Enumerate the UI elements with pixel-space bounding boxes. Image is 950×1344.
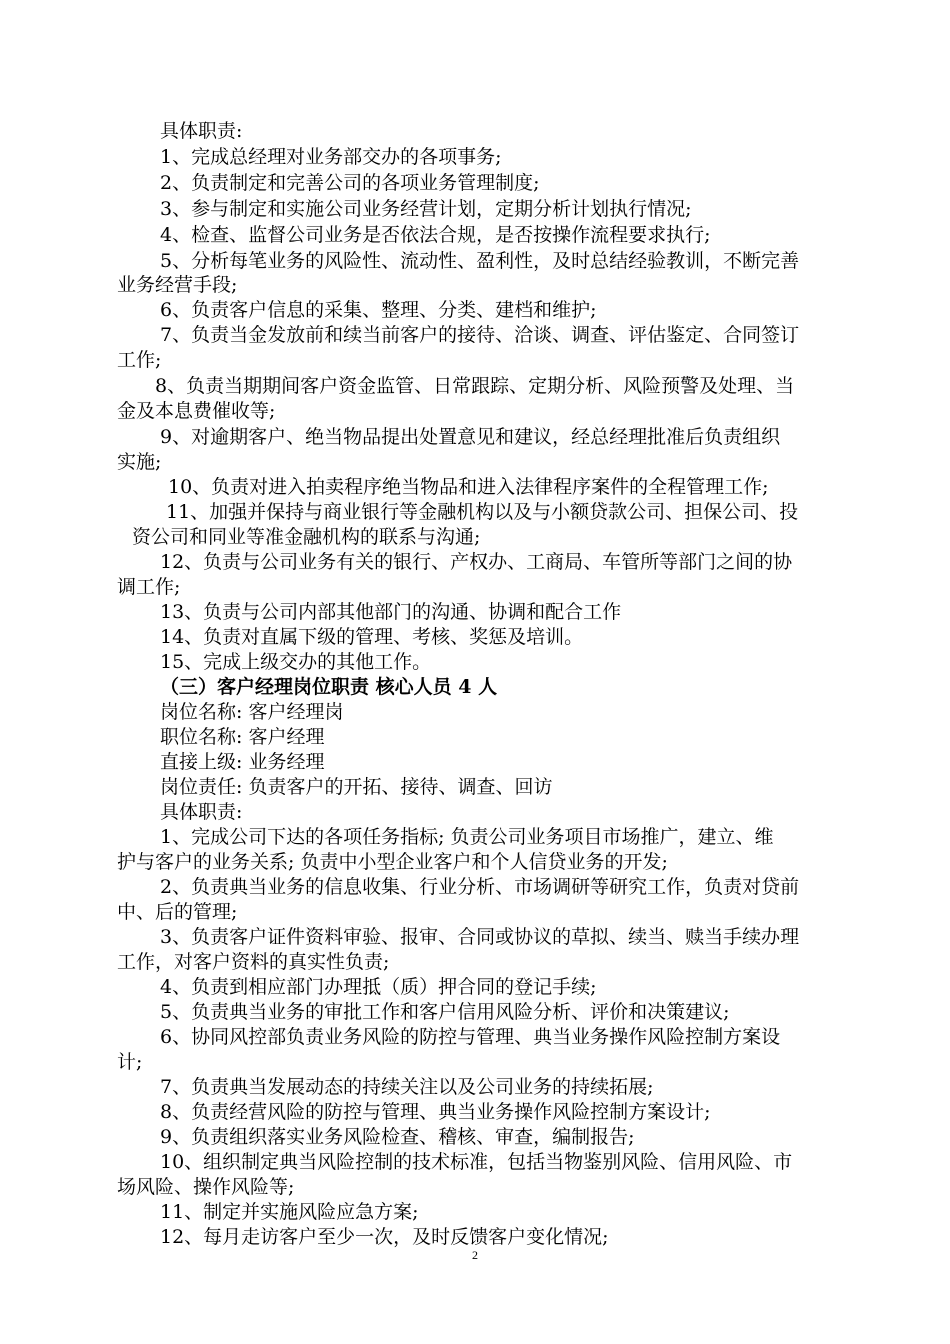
- text-line: 8、负责经营风险的防控与管理、典当业务操作风险控制方案设计;: [160, 1101, 711, 1123]
- text-line: 11、加强并保持与商业银行等金融机构以及与小额贷款公司、担保公司、投: [166, 501, 799, 523]
- section-heading: （三）客户经理岗位职责 核心人员 4 人: [160, 676, 498, 698]
- text-line: 4、负责到相应部门办理抵（质）押合同的登记手续;: [160, 976, 597, 998]
- text-line: 业务经营手段;: [117, 274, 238, 296]
- text-line: 岗位名称: 客户经理岗: [160, 701, 344, 723]
- text-line: 5、分析每笔业务的风险性、流动性、盈利性，及时总结经验教训，不断完善: [160, 250, 800, 272]
- text-line: 10、组织制定典当风险控制的技术标准，包括当物鉴别风险、信用风险、市: [160, 1151, 793, 1173]
- text-line: 1、完成总经理对业务部交办的各项事务;: [160, 146, 502, 168]
- text-line: 3、参与制定和实施公司业务经营计划，定期分析计划执行情况;: [160, 198, 692, 220]
- text-line: 12、每月走访客户至少一次，及时反馈客户变化情况;: [160, 1226, 609, 1248]
- text-line: 护与客户的业务关系; 负责中小型企业客户和个人信贷业务的开发;: [117, 851, 668, 873]
- text-line: 13、负责与公司内部其他部门的沟通、协调和配合工作: [160, 601, 622, 623]
- page-number: 2: [472, 1248, 478, 1262]
- text-line: 6、协同风控部负责业务风险的防控与管理、典当业务操作风险控制方案设: [160, 1026, 781, 1048]
- text-line: 15、完成上级交办的其他工作。: [160, 651, 432, 673]
- text-line: 计;: [117, 1051, 143, 1073]
- text-line: 10、负责对进入拍卖程序绝当物品和进入法律程序案件的全程管理工作;: [168, 476, 769, 498]
- text-line: 具体职责:: [160, 120, 243, 142]
- text-line: 9、负责组织落实业务风险检查、稽核、审查，编制报告;: [160, 1126, 635, 1148]
- text-line: 4、检查、监督公司业务是否依法合规，是否按操作流程要求执行;: [160, 224, 711, 246]
- text-line: 工作;: [117, 349, 162, 371]
- text-line: 职位名称: 客户经理: [160, 726, 325, 748]
- text-line: 实施;: [117, 451, 162, 473]
- text-line: 9、对逾期客户、绝当物品提出处置意见和建议，经总经理批准后负责组织: [160, 426, 781, 448]
- text-line: 1、完成公司下达的各项任务指标; 负责公司业务项目市场推广，建立、维: [160, 826, 774, 848]
- text-line: 8、负责当期期间客户资金监管、日常跟踪、定期分析、风险预警及处理、当: [155, 375, 795, 397]
- text-line: 7、负责典当发展动态的持续关注以及公司业务的持续拓展;: [160, 1076, 654, 1098]
- text-line: 2、负责制定和完善公司的各项业务管理制度;: [160, 172, 540, 194]
- text-line: 中、后的管理;: [117, 901, 238, 923]
- text-line: 2、负责典当业务的信息收集、行业分析、市场调研等研究工作，负责对贷前: [160, 876, 800, 898]
- text-line: 12、负责与公司业务有关的银行、产权办、工商局、车管所等部门之间的协: [160, 551, 793, 573]
- text-line: 5、负责典当业务的审批工作和客户信用风险分析、评价和决策建议;: [160, 1001, 730, 1023]
- text-line: 6、负责客户信息的采集、整理、分类、建档和维护;: [160, 299, 597, 321]
- text-line: 资公司和同业等准金融机构的联系与沟通;: [132, 526, 481, 548]
- text-line: 调工作;: [117, 576, 181, 598]
- text-line: 直接上级: 业务经理: [160, 751, 325, 773]
- text-line: 具体职责:: [160, 801, 243, 823]
- text-line: 岗位责任: 负责客户的开拓、接待、调查、回访: [160, 776, 553, 798]
- text-line: 14、负责对直属下级的管理、考核、奖惩及培训。: [160, 626, 584, 648]
- text-line: 11、制定并实施风险应急方案;: [160, 1201, 419, 1223]
- text-line: 金及本息费催收等;: [117, 400, 276, 422]
- text-line: 7、负责当金发放前和续当前客户的接待、洽谈、调查、评估鉴定、合同签订: [160, 324, 800, 346]
- text-line: 工作，对客户资料的真实性负责;: [117, 951, 390, 973]
- text-line: 3、负责客户证件资料审验、报审、合同或协议的草拟、续当、赎当手续办理: [160, 926, 800, 948]
- text-line: 场风险、操作风险等;: [117, 1176, 295, 1198]
